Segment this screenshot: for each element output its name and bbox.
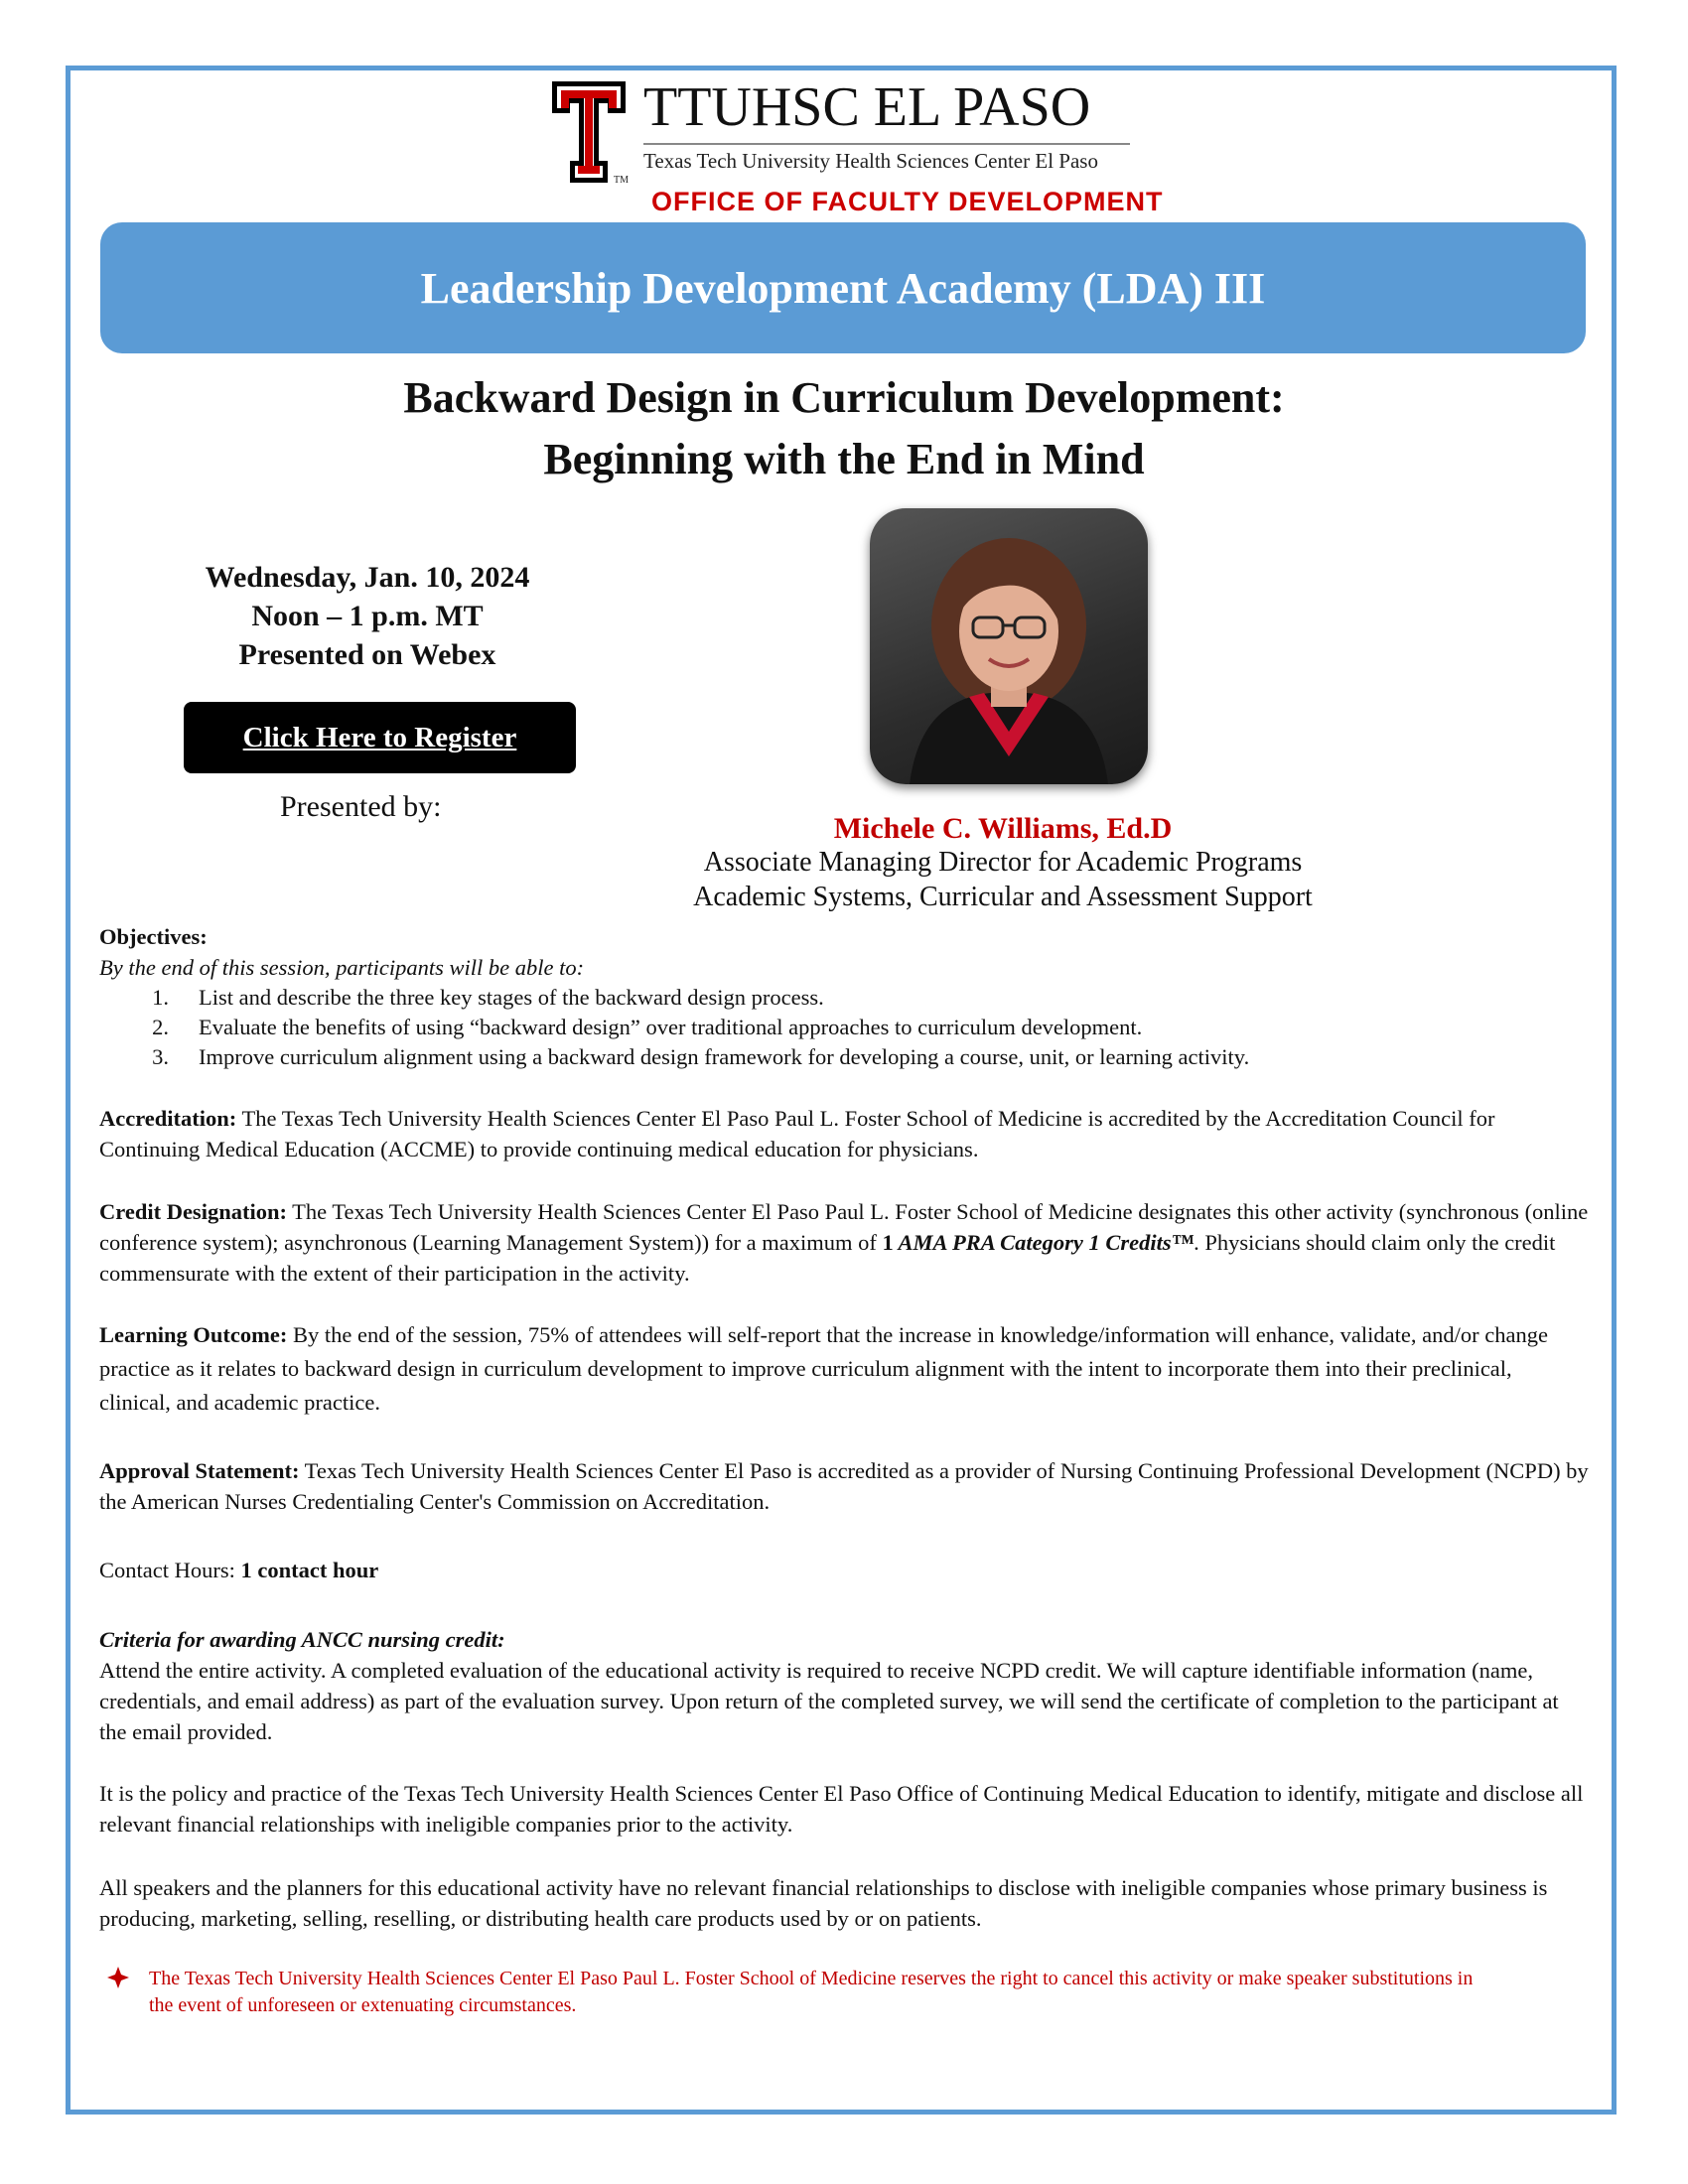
outcome-label: Learning Outcome: [99, 1322, 288, 1347]
approval-statement-paragraph: Approval Statement: Texas Tech University Health Sciences Center El Paso is accredited as a provider of Nursing Continuing Professional Development (NCPD) by the American Nurses Credentialing Center's Commission on Accreditation. [99, 1458, 1589, 1514]
session-title-line-2: Beginning with the End in Mind [543, 435, 1145, 483]
cancellation-notice: The Texas Tech University Health Sciences Center El Paso Paul L. Foster School of Medicine reserves the right to cancel this activity or make speaker substitutions in the event of unforeseen or extenuating circumstances. [149, 1968, 1474, 2016]
criteria-section [99, 1624, 1589, 1747]
event-date: Wednesday, Jan. 10, 2024 [205, 561, 530, 594]
session-title-line-1: Backward Design in Curriculum Development: [403, 373, 1285, 422]
program-banner [100, 222, 1586, 353]
contact-hours: Contact Hours: 1 contact hour [99, 1558, 379, 1582]
logo-subtitle: Texas Tech University Health Sciences Center El Paso [643, 149, 1098, 173]
list-item: 3. Improve curriculum alignment using a backward design framework for developing a course, unit, or learning activity. [152, 1044, 1250, 1069]
credit-designation-paragraph: Credit Designation: The Texas Tech University Health Sciences Center El Paso Paul L. Foster School of Medicine designates this other activity (synchronous (online conference system); asynchronous (Learning Management System)) for a maximum of 1 AMA PRA Category 1 Credits™. Physicians should claim only the credit commensurate with the extent of their participation in the activity. [99, 1199, 1589, 1286]
objectives-section [99, 921, 1589, 983]
list-item: 1. List and describe the three key stages of the backward design process. [152, 985, 824, 1010]
speaker-name: Michele C. Williams, Ed.D [833, 812, 1173, 845]
policy-paragraph: It is the policy and practice of the Texas Tech University Health Sciences Center El Paso Office of Continuing Medical Education to identify, mitigate and disclose all relevant financial relationships with ineligible companies prior to the activity. [99, 1781, 1584, 1837]
learning-outcome-paragraph: Learning Outcome: By the end of the session, 75% of attendees will self-report that the increase in knowledge/information will enhance, validate, and/or change practice as it relates to backward design in curriculum development to improve curriculum alignment with the intent to incorporate them into their preclinical, clinical, and academic practice. [99, 1322, 1548, 1415]
double-t-logo-icon [550, 79, 628, 185]
presented-by-label: Presented by: [280, 790, 442, 823]
speaker-title: Associate Managing Director for Academic Programs [703, 847, 1303, 878]
speaker-department: Academic Systems, Curricular and Assessment Support [693, 882, 1313, 912]
logo-divider [643, 143, 1130, 145]
criteria-text: Attend the entire activity. A completed evaluation of the educational activity is required to receive NCPD credit. We will capture identifiable information (name, credentials, and email address) as part of the evaluation survey. Upon return of the completed survey, we will send the certificate of completion to the participant at the email provided. [99, 1658, 1559, 1744]
objectives-intro: By the end of this session, participants will be able to: [99, 955, 585, 980]
logo-trademark: TM [614, 175, 629, 186]
office-name: OFFICE OF FACULTY DEVELOPMENT [651, 187, 1164, 216]
list-item: 2. Evaluate the benefits of using “backward design” over traditional approaches to curriculum development. [152, 1015, 1143, 1039]
credit-label: Credit Designation: [99, 1199, 287, 1224]
event-time: Noon – 1 p.m. MT [251, 600, 484, 632]
register-button[interactable]: Click Here to Register [184, 702, 576, 773]
accreditation-label: Accreditation: [99, 1106, 237, 1131]
objectives-heading: Objectives: [99, 924, 208, 949]
event-details [159, 558, 576, 674]
approval-label: Approval Statement: [99, 1458, 300, 1483]
banner-title: Leadership Development Academy (LDA) III [420, 263, 1266, 313]
credit-name: AMA PRA Category 1 Credits™ [893, 1230, 1195, 1255]
logo-title: TTUHSC EL PASO [643, 76, 1091, 138]
objectives-list [99, 983, 1589, 1072]
disclosure-paragraph: All speakers and the planners for this educational activity have no relevant financial relationships to disclose with ineligible companies whose primary business is producing, marketing, selling, reselling, or distributing health care products used by or on patients. [99, 1875, 1548, 1931]
accreditation-paragraph: Accreditation: The Texas Tech University Health Sciences Center El Paso Paul L. Foster School of Medicine is accredited by the Accreditation Council for Continuing Medical Education (ACCME) to provide continuing medical education for physicians. [99, 1106, 1495, 1161]
criteria-heading: Criteria for awarding ANCC nursing credit: [99, 1627, 505, 1652]
event-platform: Presented on Webex [238, 638, 496, 671]
credit-amount: 1 [882, 1230, 894, 1255]
diamond-bullet-icon [107, 1967, 129, 1988]
contact-hours-value: 1 contact hour [240, 1558, 379, 1582]
speaker-portrait-icon [870, 508, 1148, 784]
speaker-photo [870, 508, 1148, 784]
